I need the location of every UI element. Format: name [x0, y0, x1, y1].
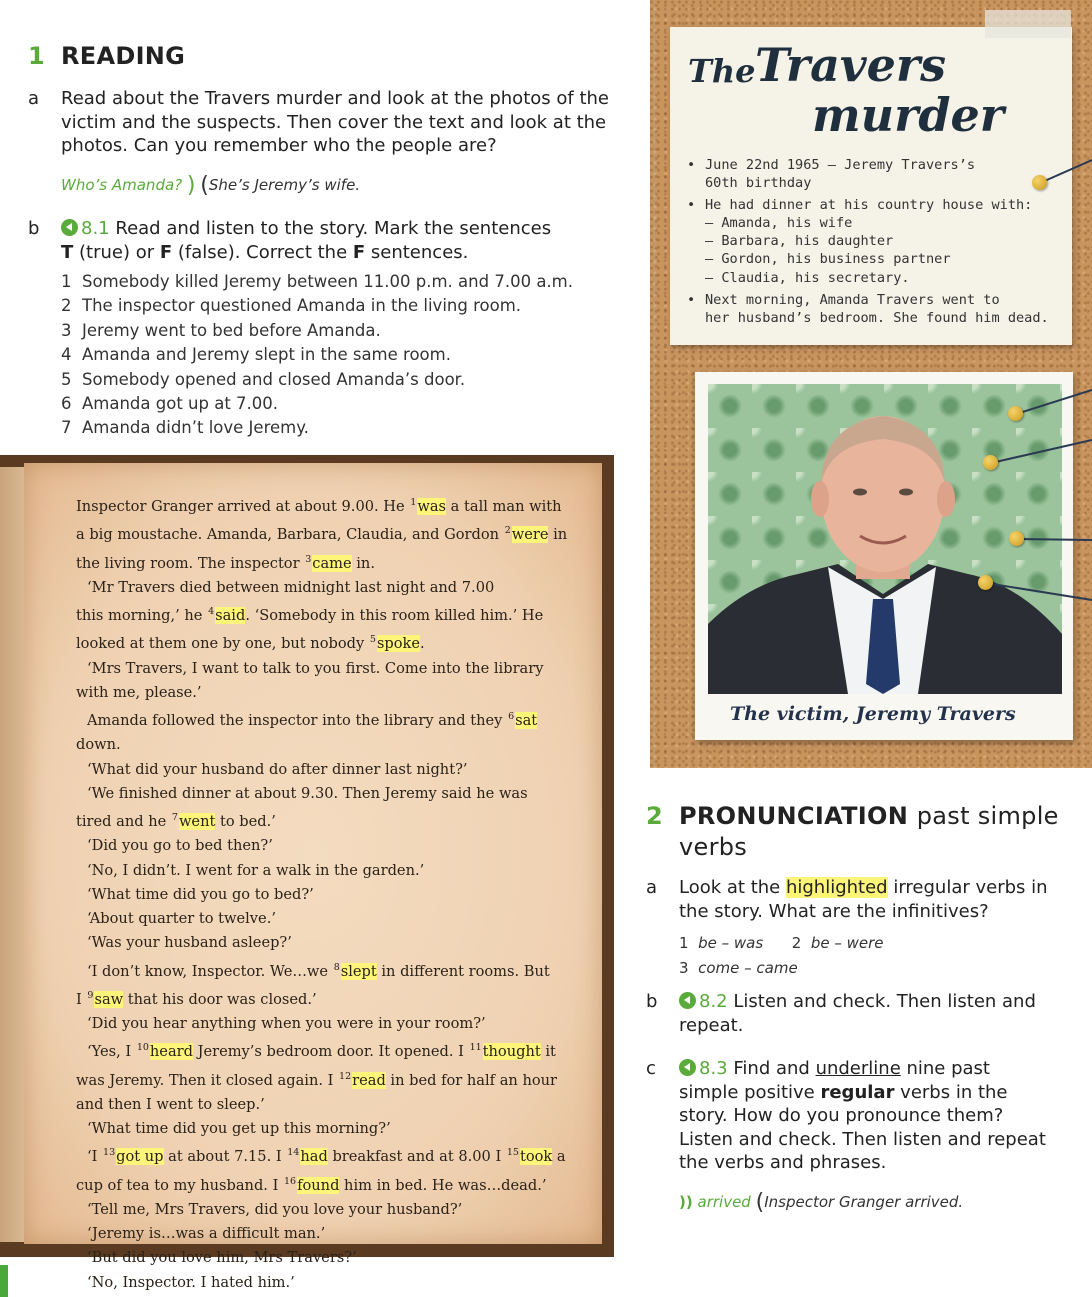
highlighted-verb: heard [149, 1043, 193, 1061]
sentence-number: 3 [61, 320, 72, 340]
instruction-line: simple positive regular verbs in the [679, 1081, 1008, 1103]
exercise-2a-letter: a [646, 877, 658, 898]
note-line: her husband’s bedroom. She found him dead. [705, 309, 1049, 326]
speech-bracket: ( [755, 1190, 765, 1215]
instruction-line: the story. What are the infinitives? [679, 900, 989, 922]
infinitive-examples [679, 931, 884, 980]
section-2-subtitle-line2: verbs [679, 833, 748, 861]
story-line: ‘Did you go to bed then?’ [87, 837, 273, 855]
story-line: looked at them one by one, but nobody $^5$spoke. [76, 634, 425, 653]
instruction-line: victim and the suspects. Then cover the text and look at the [61, 111, 607, 133]
story-line: ‘What time did you get up this morning?’ [87, 1120, 391, 1137]
exercise-2b-instructions [679, 990, 1036, 1037]
exercise-1a-letter: a [28, 88, 40, 109]
audio-track-number: 8.1 [81, 218, 110, 239]
pin-icon [1009, 531, 1024, 546]
example-row: 1 be – was 2 be – were [679, 934, 884, 952]
story-line: was Jeremy. Then it closed again. I $^{12}$read in bed for half an hour [76, 1070, 558, 1089]
instruction-line: repeat. [679, 1014, 744, 1036]
story-line: ‘Tell me, Mrs Travers, did you love your husband?’ [87, 1200, 463, 1218]
highlighted-verb: came [312, 554, 352, 572]
story-line: and then I went to sleep.’ [76, 1095, 265, 1113]
story-line: ‘But did you love him, Mrs Travers?’ [87, 1249, 357, 1267]
note-title-the: The [688, 52, 756, 90]
underlined-word: underline [815, 1058, 901, 1079]
example-question: Who’s Amanda? [61, 176, 183, 194]
highlighted-verb: had [300, 1148, 328, 1166]
exercise-2c-letter: c [646, 1058, 656, 1079]
story-line: with me, please.’ [76, 683, 202, 701]
instruction-line: Read about the Travers murder and look at the photos of the [61, 88, 609, 109]
note-title-murder: murder [812, 88, 1005, 142]
sentence-text: Somebody killed Jeremy between 11.00 p.m. and 7.00 a.m. [82, 272, 573, 291]
highlighted-verb: were [511, 526, 549, 544]
highlighted-verb: went [178, 813, 216, 830]
highlighted-verb: got up [116, 1148, 164, 1166]
sentence-number: 2 [61, 296, 72, 316]
speech-bracket: ( [200, 173, 209, 198]
story-line: ‘Did you hear anything when you were in your room?’ [87, 1015, 486, 1032]
sentence-text: Amanda got up at 7.00. [82, 394, 279, 414]
highlighted-verb: said [215, 607, 246, 624]
story-line: ‘What did your husband do after dinner last night?’ [87, 760, 468, 778]
story-line: I $^9$saw that his door was closed.’ [76, 989, 317, 1008]
highlighted-verb: read [352, 1071, 386, 1089]
exercise-2b-letter: b [646, 991, 658, 1012]
highlighted-word: highlighted [785, 877, 888, 898]
note-line: • Next morning, Amanda Travers went to [705, 291, 1000, 308]
section-1-number: 1 [28, 42, 45, 70]
instruction-line: the verbs and phrases. [679, 1152, 887, 1173]
exercise-2a-instructions [679, 876, 1048, 923]
sentence-text: Somebody opened and closed Amanda’s door. [82, 369, 466, 389]
story-line: Inspector Granger arrived at about 9.00. He $^1$was a tall man with [76, 497, 562, 515]
story-line: ‘Mr Travers died between midnight last night and 7.00 [87, 578, 495, 596]
exercise-1b-letter: b [28, 218, 40, 239]
instruction-line: story. How do you pronounce them? [679, 1105, 1004, 1126]
note-line: – Claudia, his secretary. [705, 269, 910, 286]
highlighted-verb: thought [482, 1043, 541, 1061]
sentence-number: 5 [61, 369, 72, 389]
instruction-text: (false). Correct the [172, 241, 353, 263]
story-line: Amanda followed the inspector into the library and they $^6$sat down. [76, 711, 538, 754]
note-line: – Amanda, his wife [705, 215, 853, 232]
speech-bracket: ) [186, 173, 196, 198]
audio-icon[interactable] [679, 992, 696, 1009]
instruction-text: Read and listen to the story. Mark the sentences [115, 218, 552, 239]
story-line: a big moustache. Amanda, Barbara, Claudia, and Gordon $^2$were in [76, 525, 568, 544]
story-line: ‘We finished dinner at about 9.30. Then Jeremy said he was [87, 784, 528, 802]
sentence-number: 4 [61, 345, 72, 365]
exercise-2c-example [679, 1190, 963, 1215]
section-2-title-bold: PRONUNCIATION [679, 802, 909, 830]
page-tab [0, 1265, 8, 1297]
bold-word: regular [820, 1081, 895, 1103]
pin-icon [1032, 175, 1047, 190]
story-line: ‘What time did you go to bed?’ [87, 885, 314, 903]
audio-track-number: 8.2 [699, 991, 728, 1012]
story-line: ‘I $^{13}$got up at about 7.15. I $^{14}$had breakfast and at 8.00 I $^{15}$took a [87, 1147, 566, 1166]
sentence-number: 1 [61, 272, 72, 291]
story-line: ‘No, Inspector. I hated him.’ [87, 1273, 295, 1291]
sentence-text: The inspector questioned Amanda in the living room. [82, 296, 522, 316]
note-line: • He had dinner at his country house with: [705, 197, 1033, 214]
highlighted-verb: was [417, 498, 447, 515]
instruction-line: Listen and check. Then listen and repeat [679, 1128, 1046, 1150]
story-line: ‘Was your husband asleep?’ [87, 934, 292, 952]
sentence-text: Amanda didn’t love Jeremy. [82, 418, 309, 438]
section-2-number: 2 [646, 802, 663, 830]
sentence-number: 6 [61, 394, 72, 414]
story-line: ‘Yes, I $^{10}$heard Jeremy’s bedroom door. It opened. I $^{11}$thought it [87, 1042, 556, 1061]
false-label: F [159, 241, 173, 263]
note-title-travers: Travers [755, 38, 947, 92]
story-line: ‘Mrs Travers, I want to talk to you first. Come into the library [87, 659, 544, 677]
highlighted-verb: found [297, 1176, 340, 1194]
instruction-line: Look at the highlighted irregular verbs in [679, 877, 1048, 898]
instruction-line: photos. Can you remember who the people are? [61, 135, 497, 156]
sentence-number: 7 [61, 418, 72, 438]
note-line: • June 22nd 1965 – Jeremy Travers’s [705, 157, 976, 173]
example-verb: arrived [697, 1193, 751, 1211]
pin-icon [978, 575, 993, 590]
story-line: ‘No, I didn’t. I went for a walk in the garden.’ [87, 861, 425, 879]
audio-icon[interactable] [679, 1059, 696, 1076]
example-answer: She’s Jeremy’s wife. [208, 176, 361, 194]
section-2-title [679, 802, 1079, 830]
pin-icon [1008, 406, 1023, 421]
true-label: T [61, 241, 74, 263]
highlighted-verb: took [519, 1148, 553, 1166]
false-label: F [352, 241, 366, 263]
section-1-title: READING [61, 42, 186, 70]
story-line: cup of tea to my husband. I $^{16}$found him in bed. He was…dead.’ [76, 1175, 547, 1194]
story-line: ‘I don’t know, Inspector. We…we $^8$slept in different rooms. But [87, 961, 550, 980]
highlighted-verb: sat [515, 712, 538, 729]
pin-icon [983, 455, 998, 470]
sound-icon: )) [679, 1193, 693, 1211]
sentence-text: Amanda and Jeremy slept in the same room. [82, 345, 451, 365]
story-line: tired and he $^7$went to bed.’ [76, 812, 276, 830]
story-line: ‘About quarter to twelve.’ [87, 910, 276, 927]
story-line: this morning,’ he $^4$said. ‘Somebody in this room killed him.’ He [76, 606, 544, 624]
section-2-subtitle: past simple [916, 802, 1059, 830]
note-line: – Barbara, his daughter [705, 233, 894, 250]
story-line: the living room. The inspector $^3$came in. [76, 553, 375, 572]
story-line: ‘Jeremy is…was a difficult man.’ [87, 1225, 326, 1242]
exercise-2c-instructions [679, 1057, 1046, 1175]
note-line: – Gordon, his business partner [705, 251, 951, 268]
example-row: 3 come – came [679, 958, 798, 977]
highlighted-verb: slept [340, 962, 377, 980]
highlighted-verb: saw [94, 990, 124, 1008]
audio-track-number: 8.3 [699, 1058, 728, 1079]
highlighted-verb: spoke [376, 635, 421, 653]
example-phrase: Inspector Granger arrived. [764, 1193, 964, 1211]
instruction-line: 8.3 Find and underline nine past [679, 1057, 1046, 1081]
instruction-line: 8.2 Listen and check. Then listen and [679, 990, 1036, 1014]
photo-caption: The victim, Jeremy Travers [730, 703, 1016, 725]
instruction-text: sentences. [365, 241, 469, 263]
sentence-text: Jeremy went to bed before Amanda. [82, 320, 381, 340]
instruction-text: (true) or [73, 241, 160, 263]
note-line: 60th birthday [705, 175, 812, 192]
